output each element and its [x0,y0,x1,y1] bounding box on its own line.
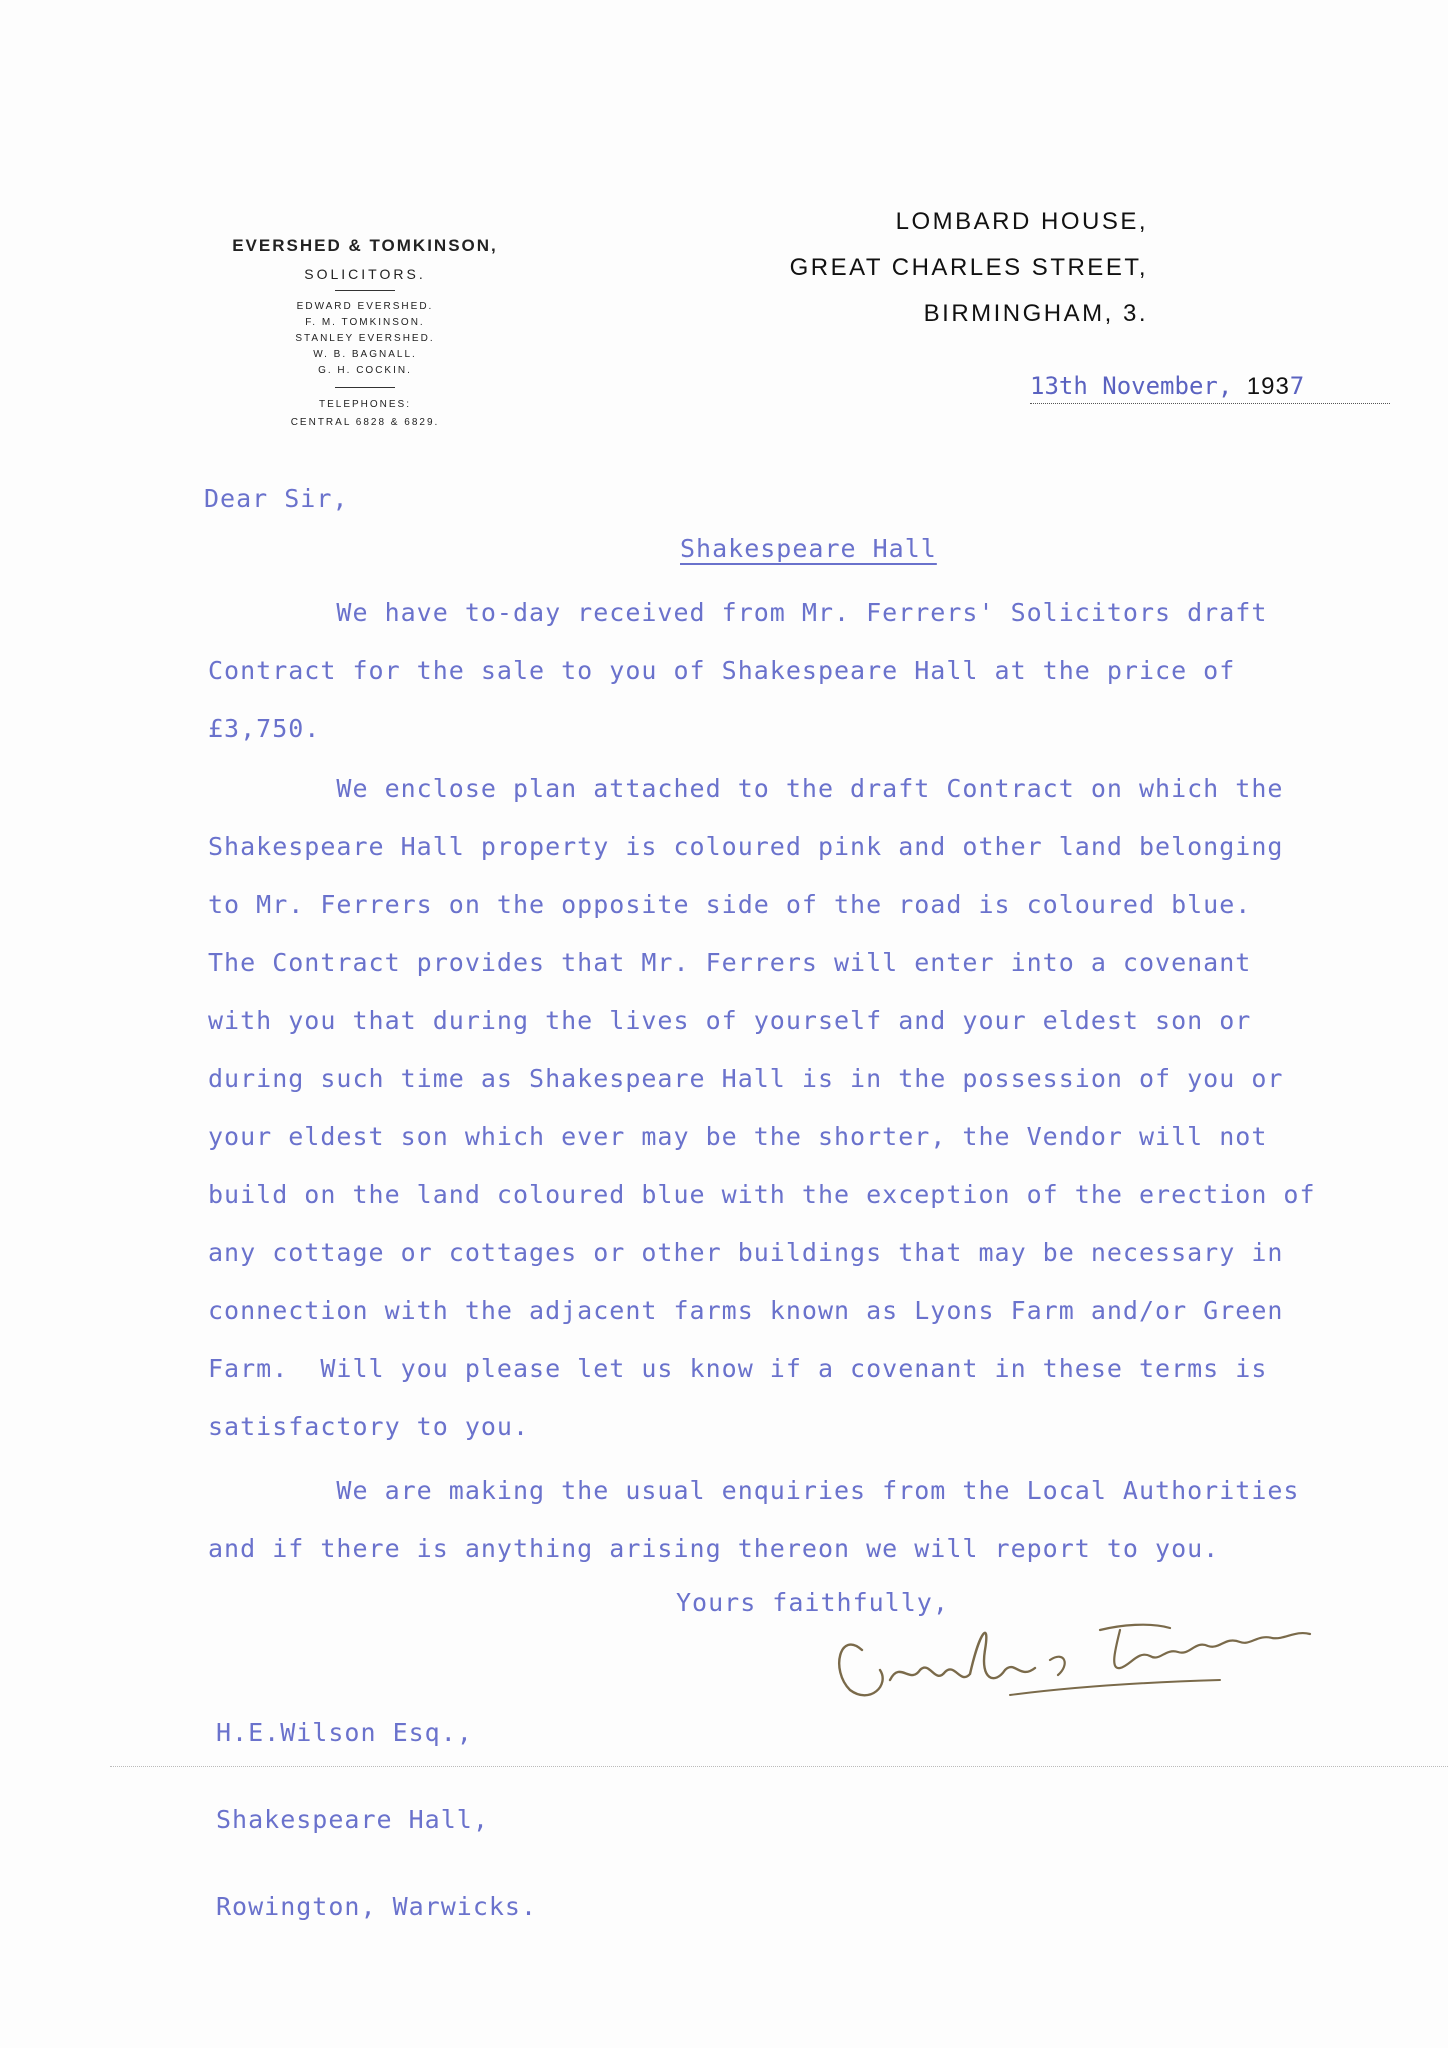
firm-profession: SOLICITORS. [304,266,426,282]
date-day-month: 13th November, [1030,372,1247,400]
telephones-block [190,396,540,432]
letterhead-address [790,208,1148,346]
partner-name: W. B. BAGNALL. [313,349,417,360]
partner-name: STANLEY EVERSHED. [295,333,435,344]
page-fold-line [110,1766,1448,1767]
date-year-printed: 193 [1246,373,1290,400]
telephone-numbers: CENTRAL 6828 & 6829. [290,417,440,428]
addressee-line: H.E.Wilson Esq., [216,1718,473,1747]
body-paragraph: We enclose plan attached to the draft Contract on which the Shakespeare Hall property is coloured pink and other land belonging to Mr. Ferrers on the opposite side of the road is coloured blue. The Contract provides that Mr. Ferrers will enter into a covenant with you that during the lives of yourself and your eldest son or during such time as Shakespeare Hall is in the possession of you or your eldest son which ever may be the shorter, the Vendor will not build on the land coloured blue with the exception of the erection of any cottage or cottages or other buildings that may be necessary in connection with the adjacent farms known as Lyons Farm and/or Green Farm. Will you please let us know if a covenant in these terms is satisfactory to you. [208,774,1316,1441]
address-line: BIRMINGHAM, 3. [923,300,1148,327]
divider [335,290,395,291]
firm-name: EVERSHED & TOMKINSON, [232,236,498,255]
addressee-block [216,1660,537,1979]
partner-name: G. H. COCKIN. [318,365,412,376]
body-paragraph: We have to-day received from Mr. Ferrers' Solicitors draft Contract for the sale to you of Shakespeare Hall at the price of £3,750. [208,598,1268,743]
letterhead-firm-block [190,236,540,432]
subject-heading: Shakespeare Hall [680,534,937,563]
addressee-line: Shakespeare Hall, [216,1805,489,1834]
address-line: GREAT CHARLES STREET, [789,254,1148,281]
divider [335,387,395,388]
telephones-label: TELEPHONES: [318,399,412,410]
partner-list [190,299,540,379]
handwritten-signature [820,1590,1340,1710]
letter-date [1030,372,1390,404]
body-paragraph: We are making the usual enquiries from the Local Authorities and if there is anything arising thereon we will report to you. [208,1476,1300,1563]
date-year-typed: 7 [1289,372,1305,400]
closing: Yours faithfully, [676,1588,949,1617]
address-line: LOMBARD HOUSE, [895,208,1148,235]
partner-name: EDWARD EVERSHED. [296,301,434,312]
salutation: Dear Sir, [204,484,349,513]
addressee-line: Rowington, Warwicks. [216,1892,538,1921]
partner-name: F. M. TOMKINSON. [305,317,425,328]
